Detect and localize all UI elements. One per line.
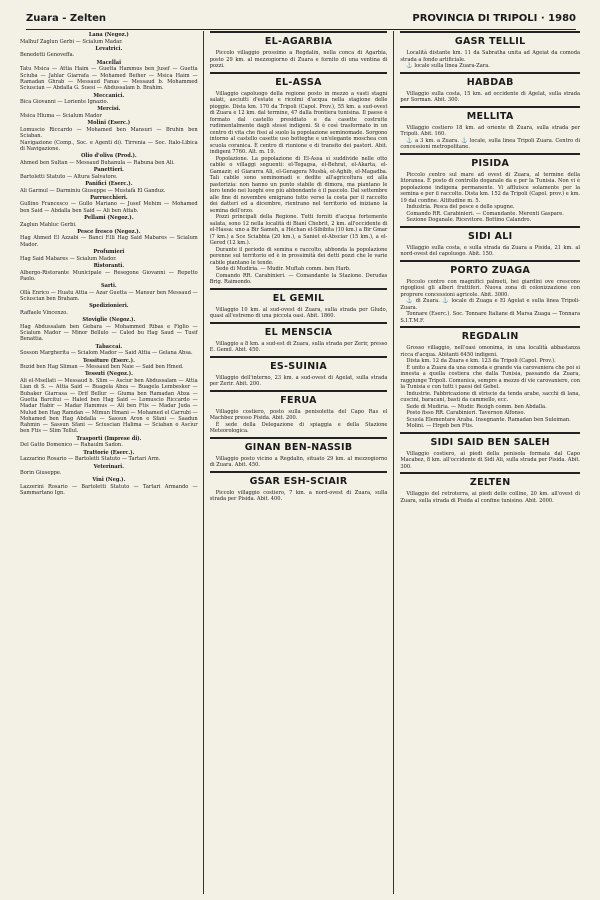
category-heading: Macellai (96, 59, 122, 66)
locality-name: GASR TELLIL (454, 36, 526, 47)
category-heading: Ristoranti. (93, 262, 125, 269)
locality-name: HABDAB (466, 76, 514, 88)
category-heading: Pesce fresco (Negoz.). (77, 228, 141, 235)
category-entries: Msica Hluma — Scialum Mador (20, 113, 102, 120)
locality-paragraph: Villaggio del retroterra, ai piedi delle colline, 20 km. all'ovest di Zuara, sulla strada di Pisida al confine tunisino. Abit. 2000. (400, 491, 581, 504)
locality-paragraph: Sezione Doganale. Ricevitore. Bottino Calandro. (406, 217, 532, 223)
category-entries: Zaglun Mahluc Gerbi. (20, 221, 77, 228)
category-heading: Pellami (Negoz.). (84, 214, 134, 221)
locality-section (400, 472, 580, 504)
locality-paragraph: Popolazione. La popolazione di El-Assa si suddivide nelle otto cabile o villaggi seguenti: el-Tegagsa, el-Behrat, el-Akarta, el-Gamazir, el Giararra Ali, el-Geragera Musbà, el-Aghib, el-Magadba. Tali cabile sono seminomadi e dedite all'agricoltura ed alla pastorizia: non hanno un punto stabile di dimora, ma piantano le loro tende nei luoghi ove più abbondante è il pascolo. Dal settembre alle fine di novembre emigrano tutte verso la costa per il raccolto dei datteri ed a dicembre, rientrano nel territorio ed iniziano la semina dell'orzo. (209, 155, 388, 214)
locality-paragraph: Industria. Pesca del pesce e delle spugne. (406, 204, 515, 210)
locality-paragraph: È sede della Delegazione di spiaggia e della Stazione Meteorologica. (209, 421, 388, 434)
category-heading: Tabaccai. (95, 343, 123, 350)
category-heading: Meccanici. (93, 92, 125, 99)
locality-name: SIDI SAID BEN SALEH (430, 436, 550, 448)
locality-paragraph: Comando RR. Carabinieri. — Comandante la Stazione. Derudas Brig. Raimondo. (209, 272, 388, 285)
locality-section (210, 31, 388, 70)
locality-section (400, 153, 580, 224)
locality-name: EL-AGARBIA (264, 36, 333, 47)
locality-paragraph: Località distante km. 11 da Sabratha unita ad Ageiat da comoda strada a fondo artificiale. (400, 50, 581, 63)
category-heading: Mercisi. (97, 106, 121, 113)
locality-paragraph: Molini. — Hrgeb ben Ftis. (406, 423, 474, 429)
locality-paragraph: Villaggio costiero, posto sulla penisoletta del Capo Ras el Machbez presso Pisida. Abit. 200. (209, 408, 388, 421)
column-trades (20, 31, 204, 894)
locality-section (400, 72, 580, 104)
locality-section (400, 326, 580, 430)
locality-name: GSAR ESH-SCIAIR (249, 475, 348, 487)
category-entries: Ahmed ben Sultan — Messaud Buhanula — Rabuna ben Ali. (20, 159, 175, 166)
locality-section (400, 106, 580, 151)
category-entries: Albergo-Ristorante Municipale — Resegone Giovanni — Repetto Paolo. (20, 269, 198, 282)
category-entries: Hag Abdussalam ben Gebara — Mohammed Ribas e Figlio — Scialum Mador — Minor Bellulo — Caled bu Hag Saud — Tusif Benattia. (20, 323, 198, 343)
category-heading: Panettieri. (93, 167, 124, 174)
category-heading: Tessiture (Eserc.). (82, 357, 135, 364)
locality-name: ZELTEN (469, 477, 511, 488)
category-entries: Bartoletti Statuto — Altura Salvatore. (20, 173, 118, 180)
category-entries: Del Gatto Domenico — Rahaulm Sadon. (20, 442, 123, 449)
locality-paragraph: Piccolo centro sul mare ad ovest di Zuara, al termine della litoranea. È posto di controllo doganale da e per la Tunisia. Non vi è popolazione indigena permanente. Vi affluisce solamente per la semina e per il raccolto. Dista km. 152 da Tripoli (Capol. prov.) e km. 19 dal confine. Altitudine m. 5. (400, 171, 581, 204)
category-entries: Malhuf Zaglun Gerbi — Scialum Madar. (20, 38, 123, 45)
locality-paragraph: Durante il periodo di semina e raccolto, abbonda la popolazione perenne sul territorio ed è in prossimità dei detti pozzi che le varie cabile piantano le tende. (209, 246, 388, 266)
category-entries: Bica Giovanni — Loriente Ignazio. (20, 99, 109, 106)
locality-paragraph: Villaggio dell'interno, 23 km. a sud-ovest di Agelat, sulla strada per Zerir. Abit. 200. (209, 374, 388, 387)
locality-section (400, 432, 580, 471)
locality-section (400, 31, 580, 70)
category-entries: Hag Ahmed El Azzabi — Banci F.lli Hag Said Mabares — Scialum Mador. (20, 235, 198, 248)
locality-paragraph: ⚓ di Zuara. ⚓ locale di Zuaga e El Agelat e sulla linea Tripoli-Zuara. (400, 298, 581, 311)
locality-section (210, 72, 388, 286)
category-entries: Tatu Msica — Attia Haim — Guetta Hammus ben Jusef — Guetta Sciuba — Jahlar Giarrafa — Mohamed Beiher — Msica Haim — Ramadan Ghrab — Messaud Fanas — Messaud b. Mohammed Sciuscian — Abdalla G. Suesi — Abdussalam b. Brahim. (20, 66, 198, 92)
locality-name: GINAN BEN-NASSIB (244, 441, 353, 453)
category-entries: Sosson Margherita — Scialom Mador — Said Attia — Gelana Absa. (20, 350, 193, 357)
category-entries: Ollà Enrico — Huatu Attia — Azar Guetta — Mansur ben Messaud — Sciuscian ben Braham. (20, 289, 198, 303)
locality-paragraph: Sede di Mudiria. — Mudir. Muftah comm. ben Harb. (215, 266, 351, 272)
locality-name: PORTO ZUAGA (450, 264, 531, 276)
locality-paragraph: Villaggio a 8 km. a sud-est di Zuara, sulla strada per Zerir, presso E. Gemil. Abit. 450. (209, 340, 388, 353)
locality-paragraph: Pozzi principali della Regione. Tutti forniti d'acqua fortemente salata, sono 12 nella località di Bianì Chebrit, 2 km. all'occidente di el-Hassa: uno a Bir Sameh, a Héchan el-Sibibita (10 km.) a Bir Gmar (7 km.) a Sce Sciabbia (20 km.), a Saniet el-Absciar (15 km.), a el-Gered (12 km.). (209, 214, 388, 246)
category-entries: Buzid ben Hag Sliman — Messaud ben Naie — Said ben Hmed. (20, 364, 184, 371)
locality-section (210, 356, 388, 388)
locality-section (210, 288, 388, 320)
locality-section (210, 471, 388, 503)
header-rule (26, 29, 576, 30)
locality-paragraph: Villaggio costiero, ai piedi della penisola formata dal Capo Macabez, 8 km. all'occidente di Sidi Ali, sulla strada per Pisida. Abit. 300. (400, 450, 581, 470)
locality-section (210, 390, 388, 435)
locality-paragraph: Villaggio posto vicino a Regdalin, situato 29 km. al mezzogiorno di Zuara. Abit. 450. (209, 455, 388, 468)
locality-name: PISIDA (471, 157, 510, 169)
columns (20, 31, 580, 894)
column-localities-a (204, 31, 395, 894)
header-right: PROVINCIA DI TRIPOLI · 1980 (412, 12, 576, 24)
category-heading: Trattorie (Eserc.). (83, 449, 135, 456)
locality-paragraph: ⚓ locale sulla linea Zuara-Zara. (406, 63, 490, 69)
locality-paragraph: Piccolo villaggio prossimo a Regdalin, nella conca di Agarbia, posto 29 km. al mezzogiorno di Zuara e fornito di una ventina di pozzi. (209, 50, 388, 69)
category-heading: Olio d'oliva (Prod.). (80, 153, 137, 160)
locality-paragraph: Scuola Elementare Araba. Insegnante. Ramadan ben Suleiman. (406, 416, 571, 423)
locality-paragraph: Industrie. Fabbricazione di striscie da tenda arabe, sacchi di lana, cuscini, baracani, basti da cammello, ecc. (400, 390, 581, 403)
category-entries: Lazzerini Rosario — Bartoletti Statuto — Tartari Armando — Sammartano Ign. (20, 484, 198, 497)
category-heading: Trasporti (Imprese di). (76, 435, 142, 442)
locality-paragraph: Villaggio sulla costa, 15 km. ad occidente di Agelat, sulla strada per Sorman. Abit. 300. (400, 90, 581, 103)
category-entries: Ali Garmul — Darminiu Giuseppe — Mustafà El Ganduz. (20, 187, 166, 194)
category-heading: Molini (Eserc.) (87, 120, 131, 127)
locality-name: EL GEMIL (272, 292, 325, 304)
category-heading: Spedizionieri. (89, 303, 129, 310)
category-heading: Vini (Neg.). (92, 477, 126, 484)
locality-paragraph: Villaggio 10 km. al sud-ovest di Zuara, sulla strada per Gludo, quasi all'estremo di una piccola oasi. Abit. 1860. (209, 306, 388, 319)
category-heading: Levatrici. (95, 45, 123, 52)
locality-name: REGDALIN (461, 331, 519, 342)
category-heading: Sarti. (100, 283, 117, 290)
locality-section (210, 322, 388, 354)
category-heading: Panifici (Eserc.). (85, 180, 133, 187)
locality-paragraph: Villaggio capoluogo della regione posto in mezzo a vasti stagni salati, asciutti d'estate e ricolmi d'acqua nella stagione delle pioggie. Dista km. 170 da Tripoli (Capol. Prov.), 55 km. a sud-ovest di Zuara e 12 km. dal termine, 47 dalla frontiera tunisina. Il paese è formato dal castello presidiato e da casette costruite rudimentalmente dagli stessi indigeni. Si è così trasformato in un centro di vita che fissi al suolo la popolazione seminomade. Sorgono intorno al castello casette uso botteghe e un'elegante moschea con scuola coranica. È centro di riunione e di transito dei pastori. Abit. indigeni 7760. Alt. m. 19. (209, 90, 388, 155)
locality-paragraph: Tonnare (Eserc.). Soc. Tonnare Italiane di Marsa Zuaga — Tonnara S.I.T.M.F. (400, 311, 581, 324)
category-entries: Gullino Francesco — Gullo Mariano — Jusef Mehim — Mohamed ben Said — Abdalla ben Said — Ali ben Attab. (20, 201, 198, 214)
category-entries: Ali el-Msellati — Messaud b. Slim — Ascìur ben Abdussalam — Attia Lian di S. — Attia Said — Buagela Abza — Buagela Lembesker — Bubaker Giarrasa — Drif Bellur — Giuma ben Ramadan Abza — Guetta Barcitui — Haled ben Hag Said — Lomuscio Riccardo — Madar Habir — Madar Hammus — Ali ben Ftis — Madar Juda — Mulud ben Hag Ramdan — Mimun Hmani — Mohamed el Carrubi — Mohamed ben Hag Abdalla — Sassun Aron e Sfani — Saadun Rahmin — Sassun Sfani — Sciuscian Halima — Sciaban o Ascìur ben Ftis — Slim Tellul. (20, 378, 198, 435)
category-heading: Stoviglie (Negoz.). (82, 317, 136, 324)
locality-paragraph: Piccolo centro con magnifici palmeti, bei giardini ove crescono rigogliosi gli alberi fruttiferi. Nuova zona di colonizzazione con proprere concessioni agricole. Abit. 3000. (400, 278, 581, 298)
locality-paragraph: Villaggio costiero 18 km. ad oriente di Zuara, sulla strada per Tripoli. Abit. 160. (400, 124, 581, 137)
category-entries: Lazzarino Rosario — Bartoletti Statuto — Tartari Arm. (20, 456, 161, 463)
locality-section (210, 437, 388, 469)
category-entries: Lomuscio Riccardo — Mohamed ben Mansuri — Bruhin ben Sciaban. (20, 126, 198, 140)
category-entries: Hag Said Mabares — Scialum Mador. (20, 255, 117, 262)
locality-paragraph: Posto fisso RR. Carabinieri. Tavernon Alfonso. (406, 410, 526, 416)
category-heading: Parrucchieri. (90, 194, 128, 201)
locality-section (400, 260, 580, 325)
locality-paragraph: È unito a Zuara da una comoda e grande via carovaniera che poi si innesta a quella costiera che dalla Tunisia, passando da Zuara, raggiunge Tripoli. Comunica, sempre a mezzo di vie carovaniere, con la Tunisia e con tutti i paesi del Gebel. (400, 364, 581, 390)
locality-paragraph: Sede di Mudiria. — Mudir. Rezigh comm. ben Abdalla. (406, 403, 547, 410)
locality-paragraph: ⚓ a 3 km. a Zuara. ⚓ locale, sulla linea Tripoli Zuara. Centro di concessioni metropolitane. (400, 137, 581, 150)
locality-paragraph: Comando RR. Carabinieri. — Comandante. Merenti Gaspare. (406, 210, 564, 217)
page-header (26, 10, 576, 26)
category-heading: Profumieri (93, 249, 125, 256)
locality-name: ES-SUINIA (270, 360, 327, 372)
category-entries: Benedetti Genoveffa. (20, 52, 75, 59)
category-heading: Veterinari. (93, 463, 125, 470)
column-localities-b (394, 31, 580, 894)
locality-paragraph: Villaggio sulla costa, e sulla strada da Zuara a Pisida, 21 km. al nord-ovest del capoluogo. Abit. 150. (400, 244, 581, 257)
category-heading: Tessuti (Negoz.). (84, 371, 133, 378)
locality-name: SIDI ALI (467, 230, 513, 242)
locality-name: EL MENSCIA (264, 326, 333, 338)
category-entries: Raffaele Vincenzo. (20, 309, 68, 316)
locality-name: MELLITA (466, 110, 514, 122)
locality-paragraph: Dista km. 12 da Zuara e km. 123 da Tripoli (Capol. Prov.). (406, 358, 556, 364)
locality-paragraph: Grosso villaggio, nell'oasi omonima, in una località abbastanza ricca d'acqua. Abitanti 6450 indigeni. (400, 345, 581, 358)
category-entries: Borin Giuseppe. (20, 470, 62, 477)
header-left: Zuara - Zelten (26, 12, 107, 24)
locality-paragraph: Piccolo villaggio costiero, 7 km. a nord-ovest di Zuara, sulla strada per Pisida. Abit. 400. (209, 489, 388, 502)
locality-name: EL-ASSA (275, 76, 322, 88)
category-heading: Lana (Negoz.) (88, 32, 129, 38)
locality-name: FERUA (280, 394, 317, 406)
category-entries: Navigazione (Comp., Soc. e Agenti di). Tirrenia — Soc. Italo-Libica di Navigazione. (20, 139, 198, 152)
locality-section (400, 226, 580, 258)
